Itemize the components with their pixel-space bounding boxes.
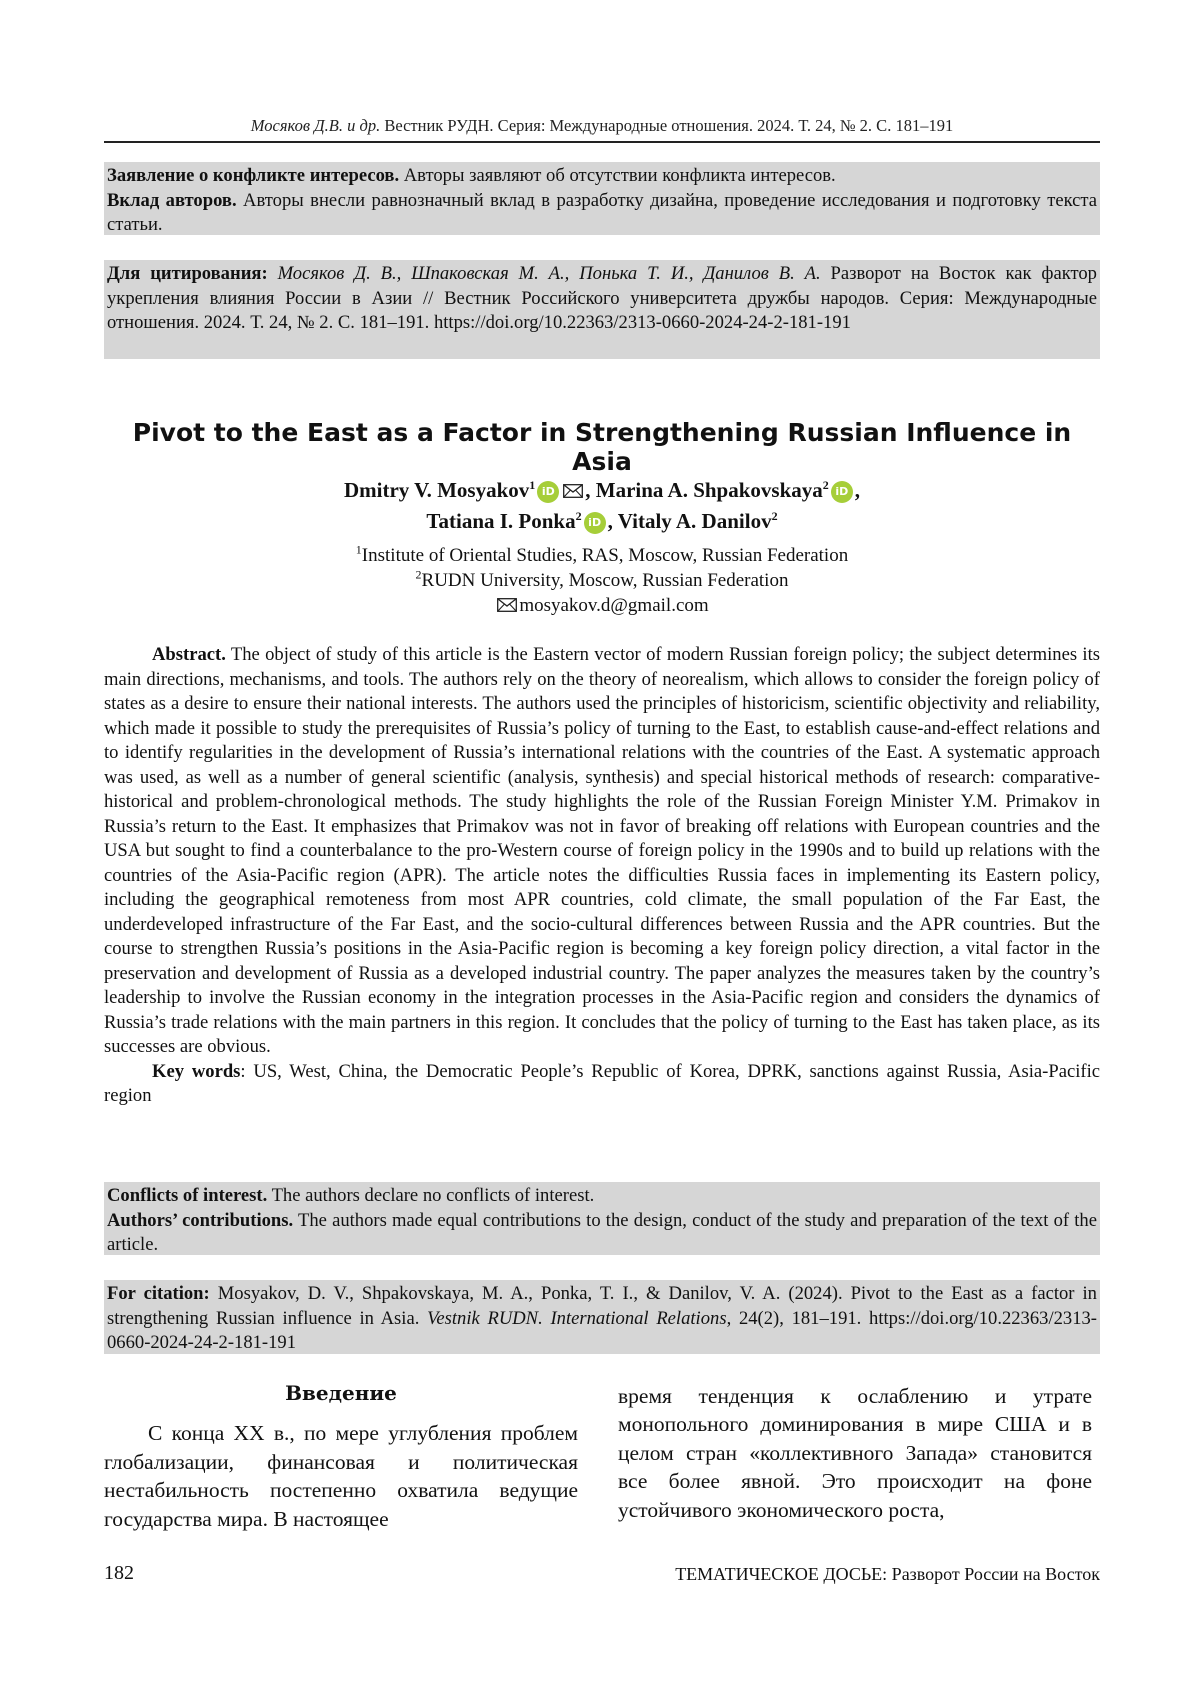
orcid-icon[interactable]: iD	[537, 481, 559, 503]
author-1: Dmitry V. Mosyakov	[344, 478, 529, 502]
en-conflict-label: Conflicts of interest.	[107, 1185, 267, 1206]
ru-citation-text: Разворот на Восток как фактор укрепления влияния России в Азии // Вестник Российского университета дружбы народов. Серия: Международные отношения. 2024. Т. 24, № 2. С. 181–191. https://doi.org/10.22363/2313-0660-2024-24-2-181-191	[107, 263, 1097, 333]
intro-left-text: С конца XX в., по мере углубления проблем глобализации, финансовая и политическая нестабильность постепенно охватила ведущие государства мира. В настоящее	[104, 1419, 578, 1533]
abstract-text: The object of study of this article is the Eastern vector of modern Russian foreign policy; the subject determines its main directions, mechanisms, and tools. The authors rely on the theory of neorealism, which allows to consider the foreign policy of states as a desire to ensure their national interests. The authors used the principles of historicism, scientific objectivity and reliability, which made it possible to study the prerequisites of Russia’s policy of turning to the East, to establish cause-and-effect relations and to identify regularities in the development of Russia’s international relations with the countries of the East. A systematic approach was used, as well as a number of general scientific (analysis, synthesis) and special historical methods of research: comparative-historical and problem-chronological methods. The study highlights the role of the Russian Foreign Minister Y.M. Primakov in Russia’s return to the East. It emphasizes that Primakov was not in favor of breaking off relations with European countries and the USA but sought to find a counterbalance to the pro-Western course of foreign policy in the 1990s and to build up relations with the countries of the Asia-Pacific region (APR). The article notes the difficulties Russia faces in implementing its Eastern policy, including the geographical remoteness from most APR countries, cold climate, the small population of the Far East, the underdeveloped infrastructure of the Far East, and the socio-cultural differences between Russia and the APR countries. But the course to strengthen Russia’s positions in the Asia-Pacific region is becoming a key foreign policy direction, a vital factor in the preservation and development of Russia as a developed industrial country. The paper analyzes the measures taken by the country’s leadership to involve the Russian economy in the integration processes in the Asia-Pacific region and considers the dynamics of Russia’s trade relations with the main partners in this region. It concludes that the policy of turning to the East has taken place, as its successes are obvious.	[104, 644, 1100, 1057]
author-3: Tatiana I. Ponka	[426, 509, 575, 533]
correspondence-email	[104, 593, 1100, 618]
intro-right-column	[618, 1382, 1092, 1524]
en-citation-text-a: Mosyakov, D. V., Shpakovskaya, M. A., Ponka, T. I., & Danilov, V. A. (2024). Pivot to the East as a factor in strengthening Russian influence in Asia.	[107, 1283, 1097, 1329]
envelope-icon[interactable]	[563, 484, 583, 498]
intro-heading: Введение	[104, 1379, 578, 1407]
ru-citation-label: Для цитирования:	[107, 263, 268, 284]
en-citation-text-b: , 24(2), 181–191. https://doi.org/10.22363/2313-0660-2024-24-2-181-191	[107, 1308, 1097, 1354]
en-conflict-box	[104, 1182, 1100, 1255]
ru-contrib-label: Вклад авторов.	[107, 190, 237, 211]
en-citation-box	[104, 1280, 1100, 1354]
journal-page	[0, 0, 1200, 1698]
en-citation-journal: Vestnik RUDN. International Relations	[427, 1308, 726, 1329]
affiliation-1-text: Institute of Oriental Studies, RAS, Moscow, Russian Federation	[362, 545, 848, 566]
envelope-icon	[497, 598, 517, 612]
running-head	[104, 116, 1100, 136]
running-head-journal: Вестник РУДН. Серия: Международные отношения. 2024. Т. 24, № 2. С. 181–191	[384, 116, 953, 135]
header-rule	[104, 141, 1100, 143]
author-comma: ,	[855, 478, 860, 502]
ru-conflict-text: Авторы заявляют об отсутствии конфликта интересов.	[399, 165, 836, 186]
author-3-affil: 2	[576, 509, 582, 523]
author-2-affil: 2	[823, 478, 829, 492]
orcid-icon[interactable]: iD	[831, 481, 853, 503]
ru-conflict-box	[104, 162, 1100, 235]
authors-line-1	[104, 478, 1100, 503]
intro-right-text: время тенденция к ослаблению и утрате монопольного доминирования в мире США и в целом стран «коллективного Запада» становится все более явной. Это происходит на фоне устойчивого экономического роста,	[618, 1382, 1092, 1524]
email-link[interactable]: mosyakov.d@gmail.com	[519, 595, 708, 616]
keywords-text: : US, West, China, the Democratic People’s Republic of Korea, DPRK, sanctions against Russia, Asia-Pacific region	[104, 1061, 1100, 1107]
orcid-icon[interactable]: iD	[584, 512, 606, 534]
intro-left-column	[104, 1379, 578, 1533]
keywords-label: Key words	[152, 1061, 240, 1082]
ru-conflict-label: Заявление о конфликте интересов.	[107, 165, 399, 186]
ru-citation-box	[104, 260, 1100, 359]
affiliation-1	[104, 543, 1100, 568]
ru-citation-authors: Мосяков Д. В., Шпаковская М. А., Понька Т. И., Данилов В. А.	[268, 263, 821, 284]
authors-line-2	[104, 509, 1100, 534]
footer-section: ТЕМАТИЧЕСКОЕ ДОСЬЕ: Разворот России на Восток	[675, 1564, 1100, 1585]
affiliation-1-num: 1	[356, 543, 362, 557]
author-4: , Vitaly A. Danilov	[608, 509, 772, 533]
author-1-affil: 1	[529, 478, 535, 492]
article-title: Pivot to the East as a Factor in Strengthening Russian Influence in Asia	[104, 418, 1100, 476]
abstract	[104, 643, 1100, 1109]
ru-contrib-text: Авторы внесли равнозначный вклад в разработку дизайна, проведение исследования и подготовку текста статьи.	[107, 190, 1097, 236]
en-citation-label: For citation:	[107, 1283, 210, 1304]
author-2: , Marina A. Shpakovskaya	[585, 478, 822, 502]
running-head-authors: Мосяков Д.В. и др.	[251, 116, 380, 135]
en-conflict-text: The authors declare no conflicts of interest.	[267, 1185, 594, 1206]
affiliation-2-num: 2	[416, 568, 422, 582]
author-4-affil: 2	[772, 509, 778, 523]
affiliation-2	[104, 568, 1100, 593]
page-number: 182	[104, 1562, 134, 1585]
en-contrib-label: Authors’ contributions.	[107, 1210, 293, 1231]
abstract-label: Abstract.	[152, 644, 226, 665]
affiliation-2-text: RUDN University, Moscow, Russian Federation	[422, 570, 789, 591]
en-contrib-text: The authors made equal contributions to the design, conduct of the study and preparation of the text of the article.	[107, 1210, 1097, 1256]
